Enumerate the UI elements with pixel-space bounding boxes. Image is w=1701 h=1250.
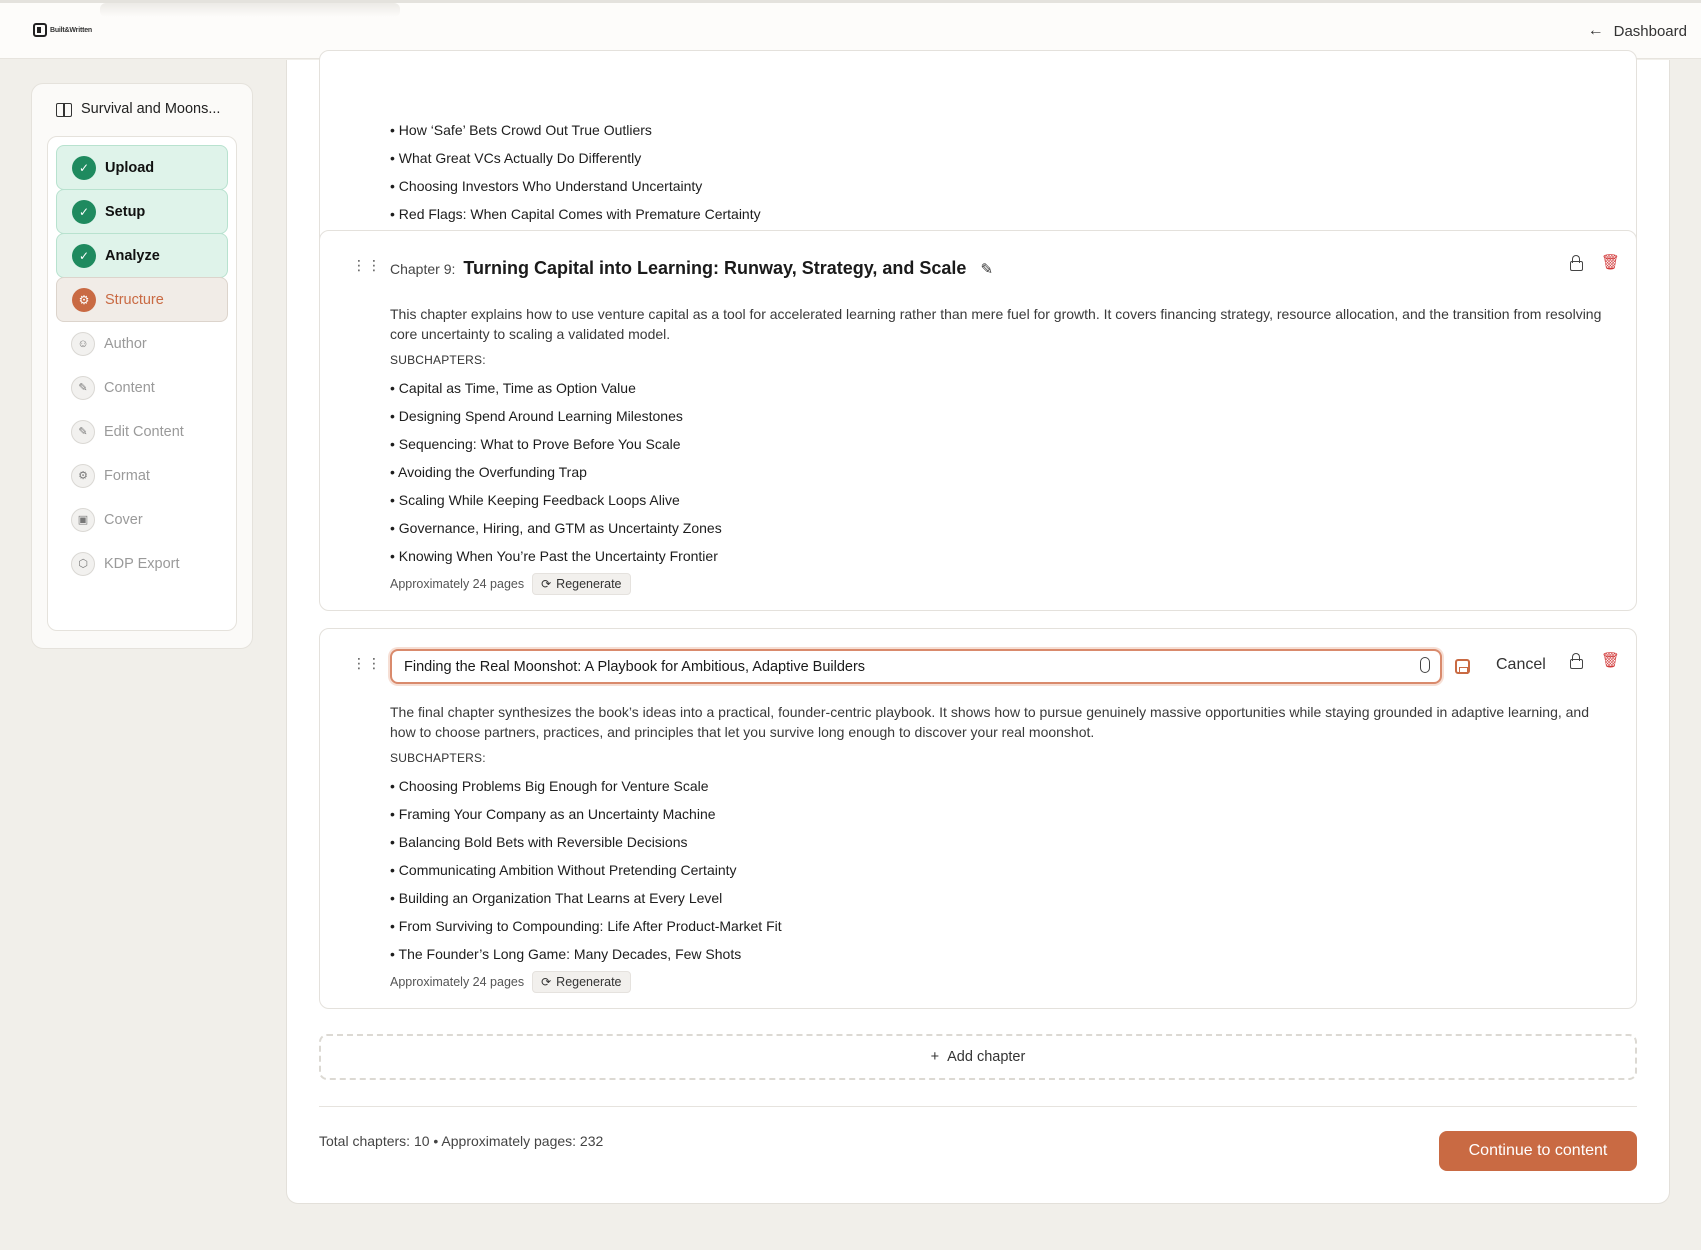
regenerate-label: Regenerate	[556, 975, 622, 989]
list-item: • Red Flags: When Capital Comes with Premature Certainty	[390, 205, 761, 233]
chapter-description: The final chapter synthesizes the book’s ideas into a practical, founder-centric playbook. It shows how to pursue genuinely massive opportunities while staying grounded in adaptive learning, and how to choose partners, practices, and principles that let you survive long enough to discover your real moonshot.	[390, 704, 1590, 740]
unlock-icon[interactable]	[1568, 255, 1582, 269]
chapter-meta	[390, 573, 631, 595]
step-analyze[interactable]	[56, 233, 228, 278]
step-label: Author	[104, 335, 147, 352]
step-kdp-export[interactable]	[56, 541, 228, 586]
step-label: Content	[104, 379, 155, 396]
dashboard-link[interactable]	[1588, 22, 1687, 40]
chapter-number: Chapter 9:	[390, 261, 456, 277]
subchapter-list	[390, 121, 761, 233]
file-edit-icon: ✎	[71, 420, 95, 444]
step-label: Structure	[105, 291, 164, 308]
add-chapter-label: Add chapter	[947, 1049, 1026, 1065]
file-edit-icon: ✎	[71, 376, 95, 400]
check-icon: ✓	[72, 156, 96, 180]
unlock-icon[interactable]	[1568, 653, 1582, 667]
list-item: • Choosing Investors Who Understand Uncertainty	[390, 177, 761, 205]
list-item: • The Founder’s Long Game: Many Decades, Few Shots	[390, 945, 782, 973]
check-icon: ✓	[72, 200, 96, 224]
step-author[interactable]	[56, 321, 228, 366]
list-item: • Knowing When You’re Past the Uncertainty Frontier	[390, 547, 722, 575]
user-icon: ☺	[71, 332, 95, 356]
logo-text: Built&Written	[50, 26, 92, 34]
plus-icon: +	[930, 1049, 940, 1065]
save-icon[interactable]	[1455, 659, 1470, 674]
microphone-icon[interactable]	[1420, 657, 1430, 673]
regenerate-button[interactable]	[532, 573, 630, 595]
trash-icon[interactable]: 🗑	[1601, 652, 1621, 669]
step-label: Format	[104, 467, 150, 484]
check-icon: ✓	[72, 244, 96, 268]
step-structure[interactable]	[56, 277, 228, 322]
package-icon: ⬡	[71, 552, 95, 576]
cancel-button[interactable]: Cancel	[1496, 656, 1546, 673]
add-chapter-button[interactable]	[319, 1034, 1637, 1080]
list-item: • Scaling While Keeping Feedback Loops Alive	[390, 491, 722, 519]
gear-icon: ⚙	[71, 464, 95, 488]
book-icon	[56, 103, 72, 116]
subchapter-list	[390, 379, 722, 575]
refresh-icon: ⟳	[541, 975, 552, 989]
chapter-description: This chapter explains how to use venture capital as a tool for accelerated learning rather than mere fuel for growth. It covers financing strategy, resource allocation, and the transition from resolving core uncertainty to scaling a validated model.	[390, 306, 1602, 342]
totals-summary: Total chapters: 10 • Approximately pages: 232	[319, 1133, 604, 1149]
refresh-icon: ⟳	[541, 577, 552, 591]
list-item: • Capital as Time, Time as Option Value	[390, 379, 722, 407]
drag-handle-icon[interactable]: ⋮⋮	[352, 655, 382, 671]
regenerate-button[interactable]	[532, 971, 630, 993]
book-title-row	[56, 101, 220, 117]
subchapters-heading: SUBCHAPTERS:	[390, 751, 486, 765]
step-edit-content[interactable]	[56, 409, 228, 454]
step-label: Upload	[105, 159, 155, 176]
step-cover[interactable]	[56, 497, 228, 542]
gear-icon: ⚙	[72, 288, 96, 312]
step-setup[interactable]	[56, 189, 228, 234]
subchapters-heading: SUBCHAPTERS:	[390, 353, 486, 367]
scroll-shadow	[100, 3, 400, 17]
list-item: • Balancing Bold Bets with Reversible Decisions	[390, 833, 782, 861]
list-item: • Sequencing: What to Prove Before You Scale	[390, 435, 722, 463]
trash-icon[interactable]: 🗑	[1601, 254, 1621, 271]
chapter-card-10	[319, 628, 1637, 1009]
list-item: • From Surviving to Compounding: Life After Product-Market Fit	[390, 917, 782, 945]
list-item: • Framing Your Company as an Uncertainty Machine	[390, 805, 782, 833]
steps-list	[47, 136, 237, 631]
step-upload[interactable]	[56, 145, 228, 190]
chapter-title-input[interactable]	[390, 649, 1442, 684]
app-logo[interactable]	[33, 23, 92, 37]
continue-to-content-button[interactable]: Continue to content	[1439, 1131, 1637, 1171]
step-format[interactable]	[56, 453, 228, 498]
list-item: • Designing Spend Around Learning Milestones	[390, 407, 722, 435]
step-label: Edit Content	[104, 423, 184, 440]
list-item: • How ‘Safe’ Bets Crowd Out True Outliers	[390, 121, 761, 149]
chapter-card-9	[319, 230, 1637, 611]
chapter-meta	[390, 971, 631, 993]
dashboard-label: Dashboard	[1613, 22, 1687, 40]
step-label: KDP Export	[104, 555, 180, 572]
divider	[319, 1106, 1637, 1107]
page-estimate: Approximately 24 pages	[390, 577, 525, 591]
structure-panel	[286, 60, 1670, 1204]
drag-handle-icon[interactable]: ⋮⋮	[352, 257, 382, 273]
pencil-icon[interactable]: ✎	[980, 261, 994, 278]
arrow-left-icon: ←	[1587, 22, 1604, 39]
image-icon: ▣	[71, 508, 95, 532]
list-item: • Communicating Ambition Without Pretending Certainty	[390, 861, 782, 889]
step-label: Cover	[104, 511, 143, 528]
step-label: Setup	[105, 203, 146, 220]
chapter-heading	[390, 258, 993, 279]
list-item: • What Great VCs Actually Do Differently	[390, 149, 761, 177]
list-item: • Governance, Hiring, and GTM as Uncertainty Zones	[390, 519, 722, 547]
page-estimate: Approximately 24 pages	[390, 975, 525, 989]
subchapter-list	[390, 777, 782, 973]
list-item: • Building an Organization That Learns at Every Level	[390, 889, 782, 917]
list-item: • Avoiding the Overfunding Trap	[390, 463, 722, 491]
sidebar	[31, 83, 253, 649]
list-item: • Choosing Problems Big Enough for Venture Scale	[390, 777, 782, 805]
step-label: Analyze	[105, 247, 160, 264]
logo-icon	[33, 23, 47, 37]
chapter-title: Turning Capital into Learning: Runway, Strategy, and Scale	[463, 258, 967, 278]
step-content[interactable]	[56, 365, 228, 410]
book-title: Survival and Moons...	[81, 101, 221, 117]
regenerate-label: Regenerate	[556, 577, 622, 591]
